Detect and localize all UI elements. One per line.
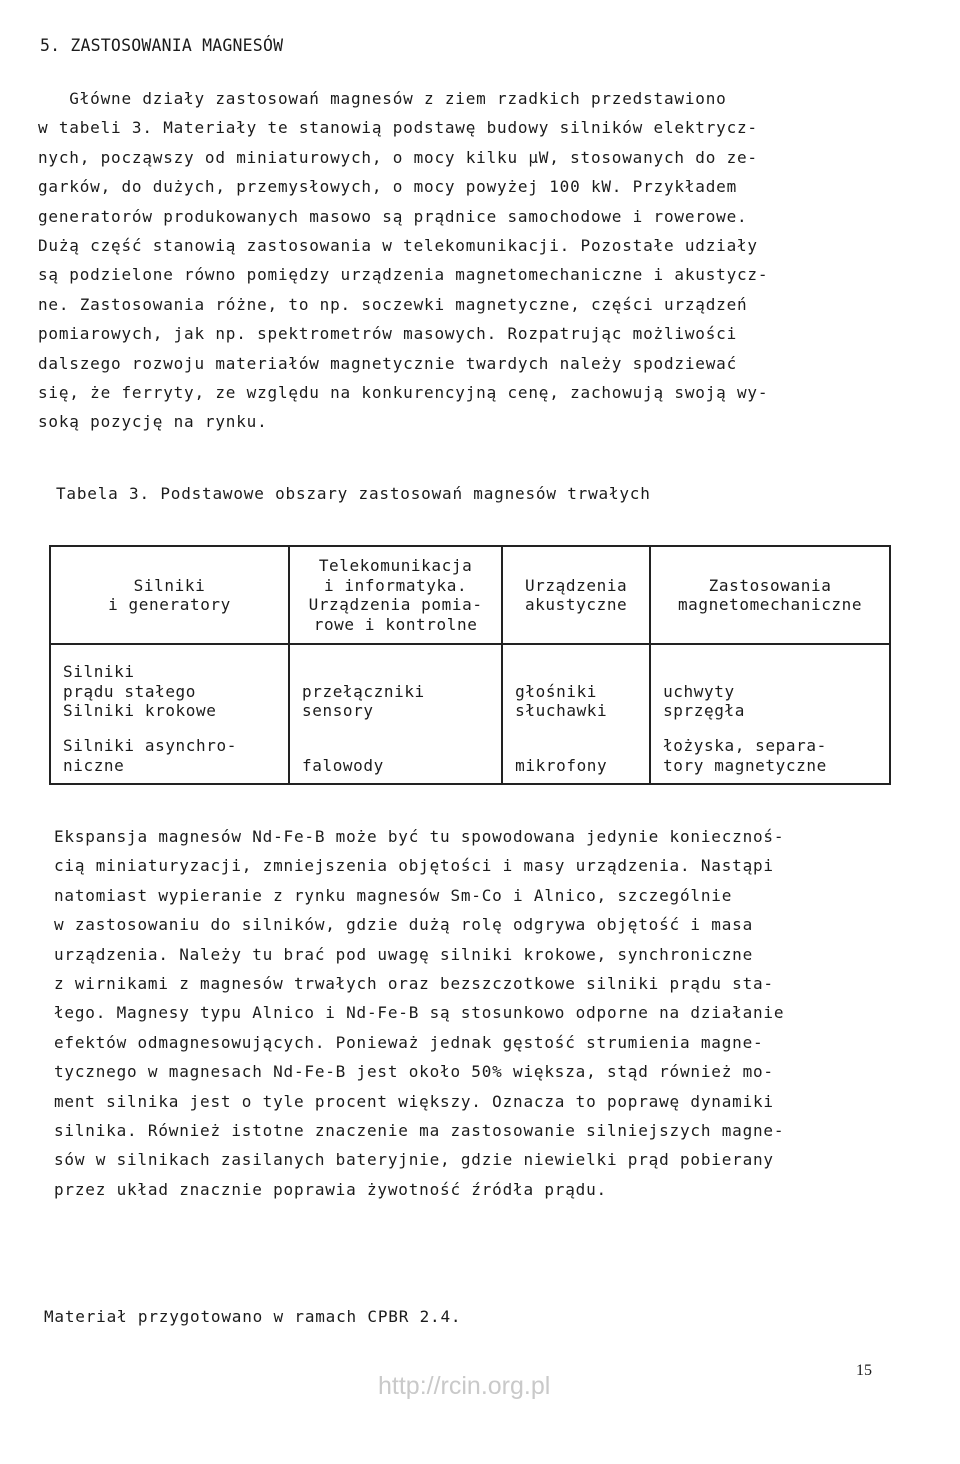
header-text: akustyczne bbox=[524, 595, 628, 614]
table-entry bbox=[515, 701, 637, 729]
header-cell-telecom bbox=[289, 546, 502, 644]
expansion-paragraph-line: łego. Magnesy typu Alnico i Nd-Fe-B są stosunkowo odporne na działanie bbox=[54, 1003, 785, 1023]
section-heading: 5. ZASTOSOWANIA MAGNESÓW bbox=[40, 36, 284, 55]
table-entry-text: słuchawki bbox=[515, 701, 608, 720]
table-entry bbox=[663, 653, 877, 701]
table-entry bbox=[302, 729, 489, 775]
table-entry-text: mikrofony bbox=[515, 755, 608, 775]
expansion-paragraph-line: sów w silnikach zasilanych bateryjnie, gdzie niewielki prąd pobierany bbox=[54, 1150, 774, 1170]
header-cell-motors bbox=[50, 546, 289, 644]
table-entry-text: Silniki krokowe bbox=[63, 701, 217, 720]
expansion-paragraph-line: w zastosowaniu do silników, gdzie dużą rolę odgrywa objętość i masa bbox=[54, 915, 753, 935]
table-entry-text: prądu stałego bbox=[63, 681, 197, 701]
page-number: 15 bbox=[856, 1362, 872, 1379]
header-text: rowe i kontrolne bbox=[313, 614, 478, 634]
intro-paragraph-line: generatorów produkowanych masowo są prądnice samochodowe i rowerowe. bbox=[38, 206, 748, 226]
expansion-paragraph bbox=[54, 822, 784, 1204]
table-entry bbox=[63, 653, 276, 701]
table-entry-text: uchwyty bbox=[663, 681, 735, 701]
table-entry-text: sensory bbox=[302, 701, 374, 720]
intro-paragraph-line: garków, do dużych, przemysłowych, o mocy powyżej 100 kW. Przykładem bbox=[38, 177, 737, 197]
expansion-paragraph-line: przez układ znacznie poprawia żywotność źródła prądu. bbox=[54, 1179, 607, 1199]
table-entry-text: falowody bbox=[302, 755, 384, 775]
header-text: Zastosowania bbox=[708, 575, 832, 595]
intro-paragraph-line: pomiarowych, jak np. spektrometrów masowych. Rozpatrując możliwości bbox=[38, 324, 737, 344]
applications-table bbox=[49, 545, 891, 785]
expansion-paragraph-line: z wirnikami z magnesów trwałych oraz bezszczotkowe silniki prądu sta- bbox=[54, 973, 774, 993]
expansion-paragraph-line: tycznego w magnesach Nd-Fe-B jest około 50% większa, stąd również mo- bbox=[54, 1062, 774, 1082]
table-caption: Tabela 3. Podstawowe obszary zastosowań magnesów trwałych bbox=[56, 484, 651, 503]
intro-paragraph-line: się, że ferryty, ze względu na konkurencyjną cenę, zachowują swoją wy- bbox=[38, 382, 769, 402]
header-text: magnetomechaniczne bbox=[677, 595, 863, 614]
header-text: Urządzenia pomia- bbox=[308, 595, 483, 614]
table-entry-text: przełączniki bbox=[302, 681, 425, 701]
header-text: Urządzenia bbox=[524, 575, 628, 595]
expansion-paragraph-line: ment silnika jest o tyle procent większy. Oznacza to poprawę dynamiki bbox=[54, 1091, 774, 1111]
header-text: Telekomunikacja bbox=[318, 556, 473, 575]
table-entry bbox=[515, 729, 637, 775]
expansion-paragraph-line: silnika. Również istotne znaczenie ma zastosowanie silniejszych magne- bbox=[54, 1120, 785, 1140]
expansion-paragraph-line: Ekspansja magnesów Nd-Fe-B może być tu spowodowana jedynie koniecznoś- bbox=[54, 827, 785, 846]
table-entry bbox=[302, 653, 489, 701]
table-body-row bbox=[50, 644, 890, 784]
table-entry-text: Silniki bbox=[63, 662, 135, 681]
header-cell-magnetomechanical bbox=[650, 546, 890, 644]
intro-paragraph-line: nych, począwszy od miniaturowych, o mocy kilku µW, stosowanych do ze- bbox=[38, 147, 758, 167]
body-cell-motors bbox=[50, 644, 289, 784]
header-text: i informatyka. bbox=[323, 575, 468, 595]
header-text: i generatory bbox=[108, 595, 231, 614]
expansion-paragraph-line: cią miniaturyzacji, zmniejszenia objętości i masy urządzenia. Nastąpi bbox=[54, 856, 774, 876]
table-header-row bbox=[50, 546, 890, 644]
intro-paragraph-line: są podzielone równo pomiędzy urządzenia magnetomechaniczne i akustycz- bbox=[38, 265, 769, 285]
intro-paragraph bbox=[38, 84, 768, 437]
header-cell-acoustic bbox=[502, 546, 650, 644]
footer-note: Materiał przygotowano w ramach CPBR 2.4. bbox=[44, 1307, 462, 1326]
table-entry bbox=[63, 701, 276, 729]
header-text: Silniki bbox=[133, 575, 206, 595]
intro-paragraph-line: Główne działy zastosowań magnesów z ziem rzadkich przedstawiono bbox=[38, 89, 727, 108]
intro-paragraph-line: dalszego rozwoju materiałów magnetycznie twardych należy spodziewać bbox=[38, 353, 737, 373]
table-entry bbox=[663, 729, 877, 775]
watermark: http://rcin.org.pl bbox=[378, 1372, 551, 1400]
table-entry bbox=[515, 653, 637, 701]
table-entry bbox=[63, 729, 276, 775]
table-entry-text: tory magnetyczne bbox=[663, 755, 827, 775]
table-entry-text: sprzęgła bbox=[663, 701, 745, 720]
table-entry bbox=[663, 701, 877, 729]
table-entry-text: Silniki asynchro- bbox=[63, 736, 237, 755]
table-entry-text: niczne bbox=[63, 755, 125, 775]
body-cell-telecom bbox=[289, 644, 502, 784]
expansion-paragraph-line: efektów odmagnesowujących. Ponieważ jednak gęstość strumienia magne- bbox=[54, 1032, 764, 1052]
table-entry-text: głośniki bbox=[515, 681, 598, 701]
intro-paragraph-line: w tabeli 3. Materiały te stanowią podstawę budowy silników elektrycz- bbox=[38, 118, 758, 138]
intro-paragraph-line: soką pozycję na rynku. bbox=[38, 412, 268, 432]
body-cell-magnetomechanical bbox=[650, 644, 890, 784]
expansion-paragraph-line: urządzenia. Należy tu brać pod uwagę silniki krokowe, synchroniczne bbox=[54, 944, 753, 964]
body-cell-acoustic bbox=[502, 644, 650, 784]
table-entry-text: łożyska, separa- bbox=[663, 736, 827, 755]
intro-paragraph-line: ne. Zastosowania różne, to np. soczewki magnetyczne, części urządzeń bbox=[38, 294, 748, 314]
table-entry bbox=[302, 701, 489, 729]
intro-paragraph-line: Dużą część stanowią zastosowania w telekomunikacji. Pozostałe udziały bbox=[38, 235, 758, 255]
expansion-paragraph-line: natomiast wypieranie z rynku magnesów Sm-Co i Alnico, szczególnie bbox=[54, 885, 733, 905]
